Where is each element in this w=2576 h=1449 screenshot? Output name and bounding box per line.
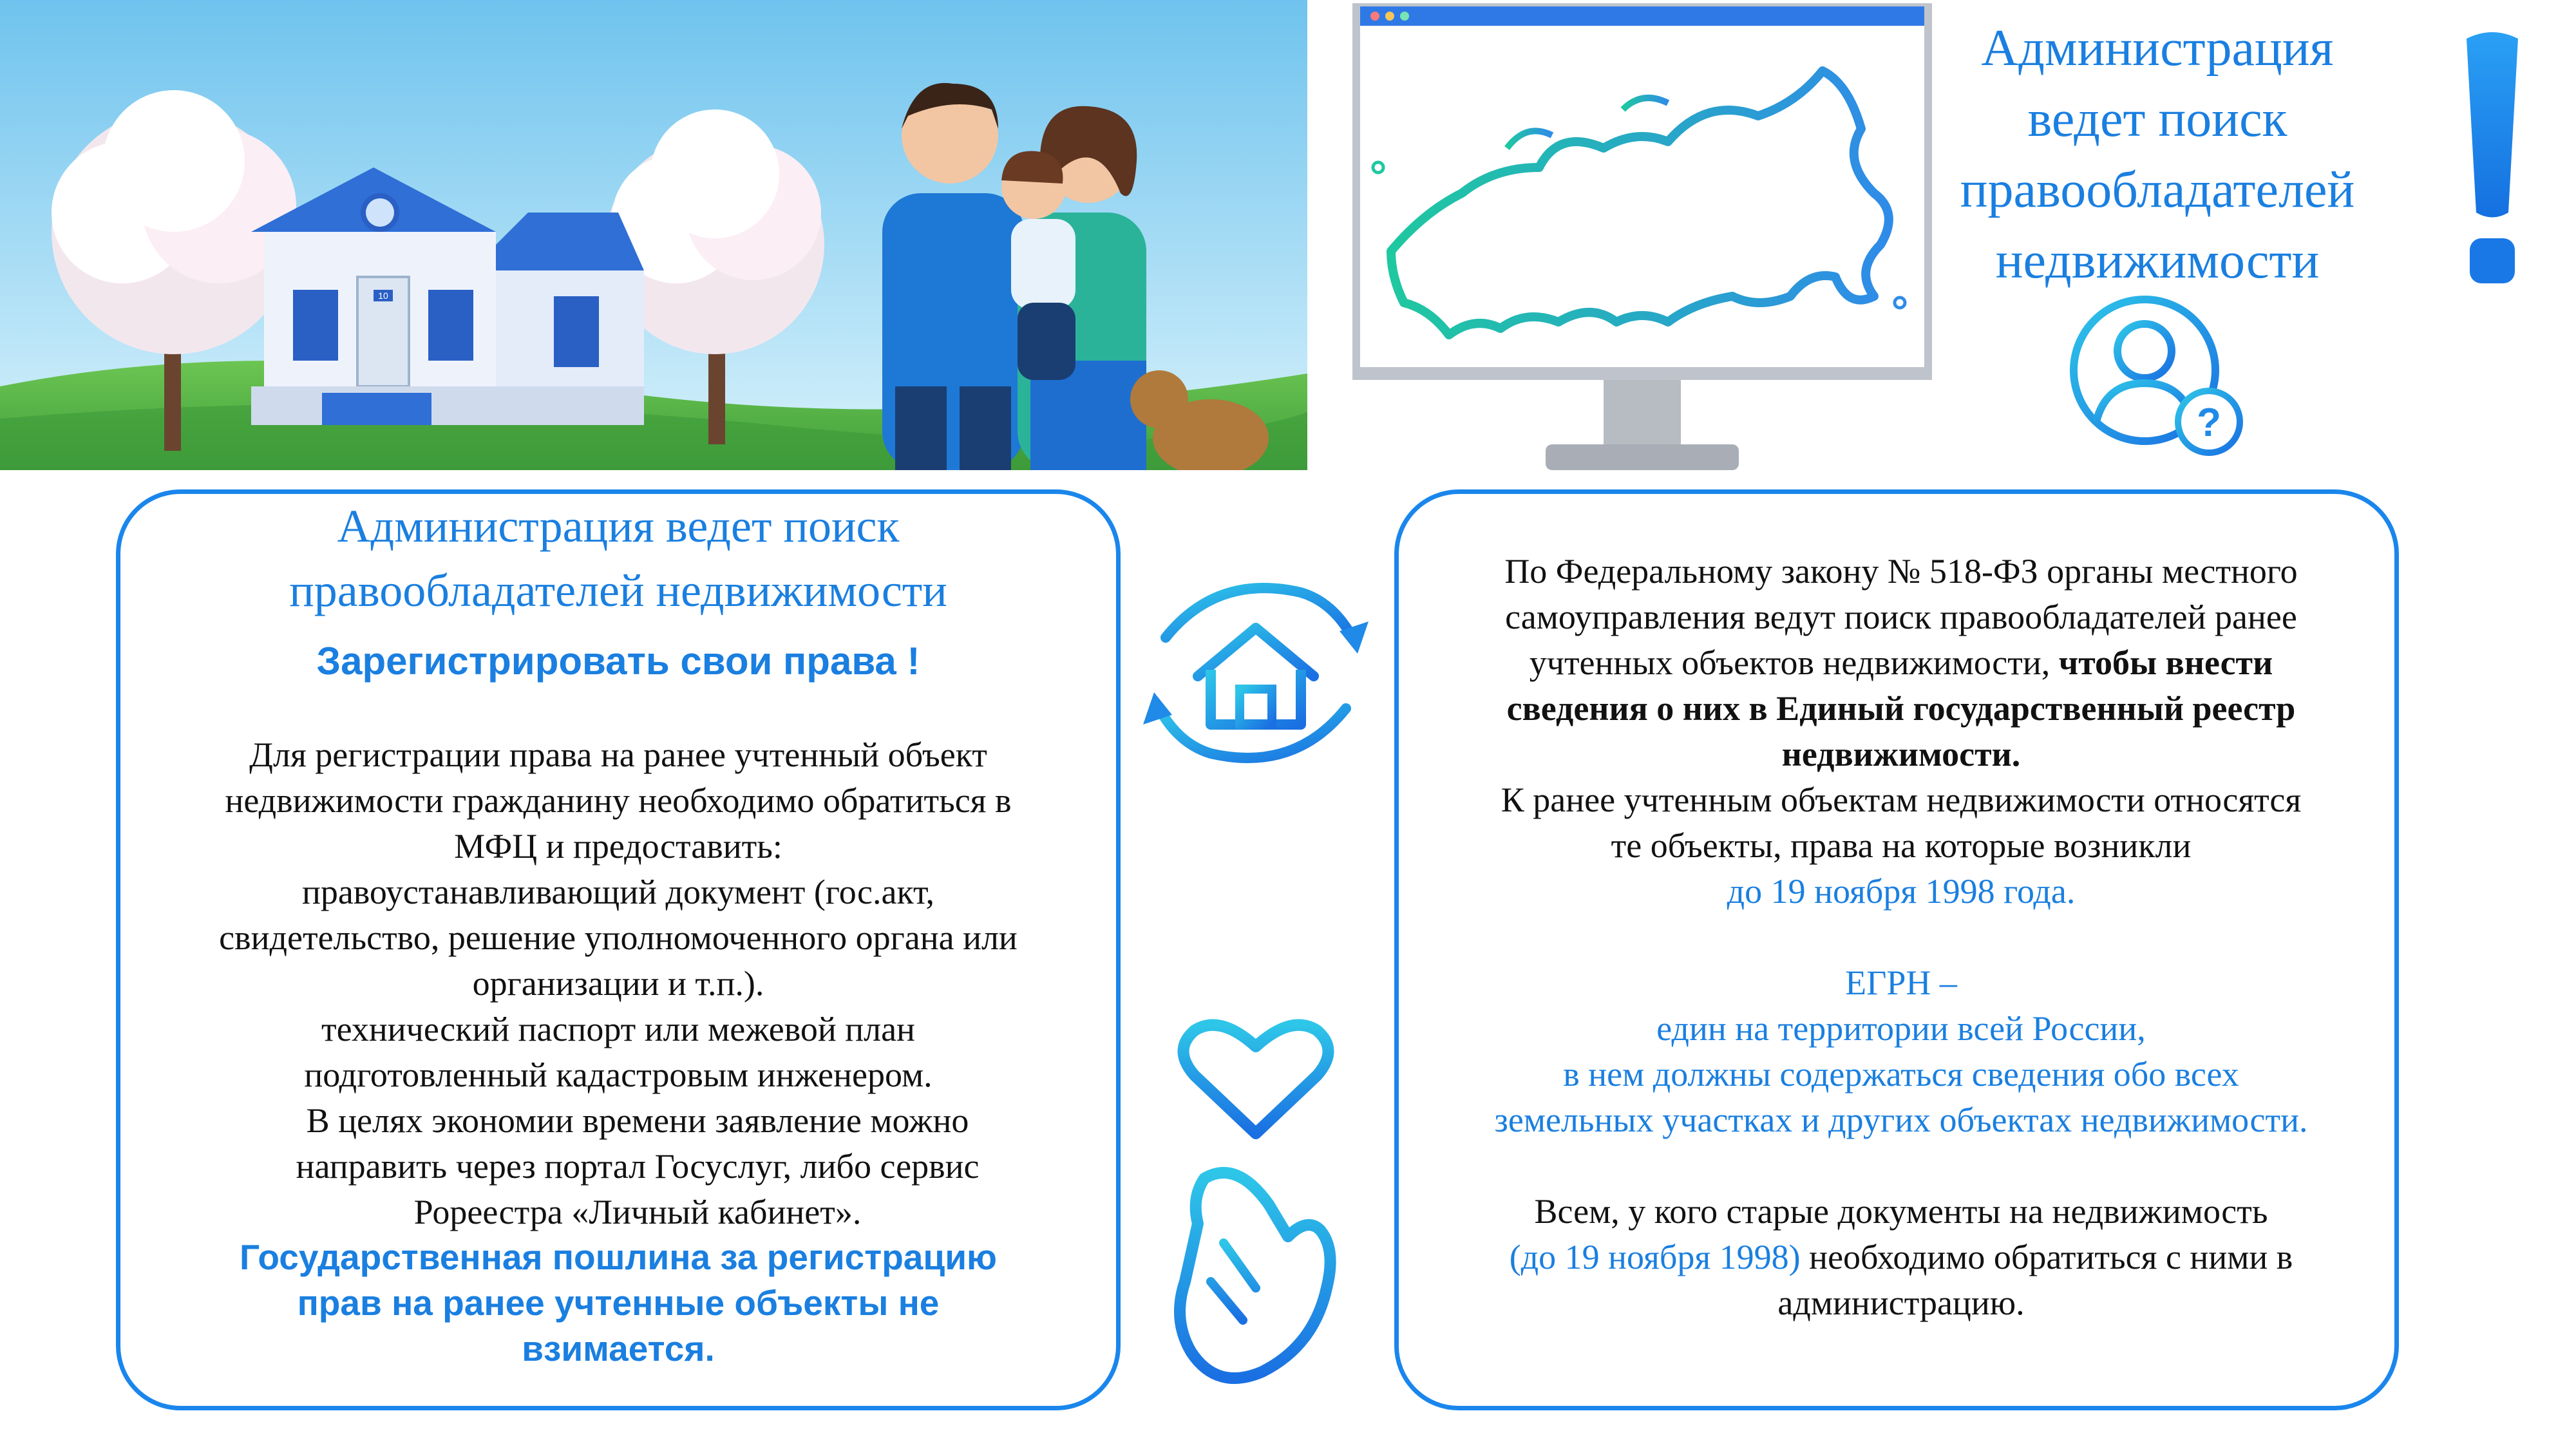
text-line [1437,1235,2365,1280]
text-line: самоуправления ведут поиск правообладателей ранее [1505,598,2297,636]
footer-line: прав на ранее учтенные объекты не [297,1283,940,1323]
text-line: в нем должны содержаться сведения обо всех [1563,1055,2239,1094]
text-segment-bold: чтобы внести [2058,643,2273,682]
paragraph-call-to-action [1437,1189,2365,1326]
text-line: земельных участках и других объектах недвижимости. [1494,1101,2308,1139]
footer-line: Государственная пошлина за регистрацию [239,1237,997,1277]
body-line: технический паспорт или межевой план [321,1010,915,1048]
left-box-title-line: Администрация ведет поиск [337,500,900,552]
left-box-title [120,494,1116,623]
top-title-line: недвижимости [1995,232,2320,289]
text-line: един на территории всей России, [1656,1009,2146,1048]
heart-hand-icon [1159,1011,1352,1410]
body-line: недвижимости гражданину необходимо обратиться в [225,781,1012,820]
text-line: Всем, у кого старые документы на недвижимость [1534,1192,2268,1231]
text-line [1437,640,2365,686]
body-line: В целях экономии времени заявление можно [306,1101,969,1140]
house-number: 10 [378,290,388,301]
paragraph-law [1437,549,2365,777]
family-house-illustration [0,0,1307,470]
left-box-footer [120,1235,1116,1372]
right-box-body [1437,549,2365,1326]
text-segment: учтенных объектов недвижимости, [1529,643,2059,682]
body-line: МФЦ и предоставить: [454,827,782,866]
hero-illustration [0,0,1307,470]
paragraph-objects [1437,777,2365,914]
text-line: ЕГРН – [1845,963,1957,1002]
date-highlight: до 19 ноября 1998 года. [1727,872,2076,911]
body-line: правоустанавливающий документ (гос.акт, [301,873,935,911]
user-question-icon [2061,293,2248,460]
left-box-body [120,732,1116,1235]
svg-text:?: ? [2197,401,2221,445]
left-box-subtitle: Зарегистрировать свои права ! [316,639,920,683]
body-line: Для регистрации права на ранее учтенный объект [249,735,987,774]
top-title-line: Администрация [1981,20,2334,77]
body-line: организации и т.п.). [472,964,764,1003]
text-line-bold: недвижимости. [1781,735,2021,773]
top-title-line: правообладателей [1960,162,2355,218]
right-info-box [1394,489,2399,1410]
left-box-title-line: правообладателей недвижимости [289,565,947,616]
text-line: те объекты, права на которые возникли [1611,826,2192,865]
text-segment: необходимо обратиться с ними в [1800,1238,2293,1276]
body-line: направить через портал Госуслуг, либо сервис [296,1147,980,1186]
text-line: К ранее учтенным объектам недвижимости относятся [1501,781,2302,819]
monitor-illustration [1346,0,1938,470]
date-highlight: (до 19 ноября 1998) [1509,1238,1801,1276]
body-line: Рореестра «Личный кабинет». [413,1193,862,1231]
house-cycle-icon [1121,567,1391,779]
footer-line: взимается. [522,1329,715,1368]
text-line: администрацию. [1777,1283,2025,1322]
text-line-bold: сведения о них в Единый государственный реестр [1506,689,2296,728]
exclamation-icon [2447,26,2537,296]
body-line: свидетельство, решение уполномоченного органа или [219,918,1018,957]
top-title [1926,13,2389,296]
top-title-line: ведет поиск [2027,91,2287,147]
paragraph-egrn [1437,960,2365,1143]
russia-map-icon [1346,0,1938,470]
left-info-box [116,489,1121,1410]
body-line: подготовленный кадастровым инженером. [304,1056,933,1094]
text-line: По Федеральному закону № 518-ФЗ органы местного [1504,552,2298,591]
